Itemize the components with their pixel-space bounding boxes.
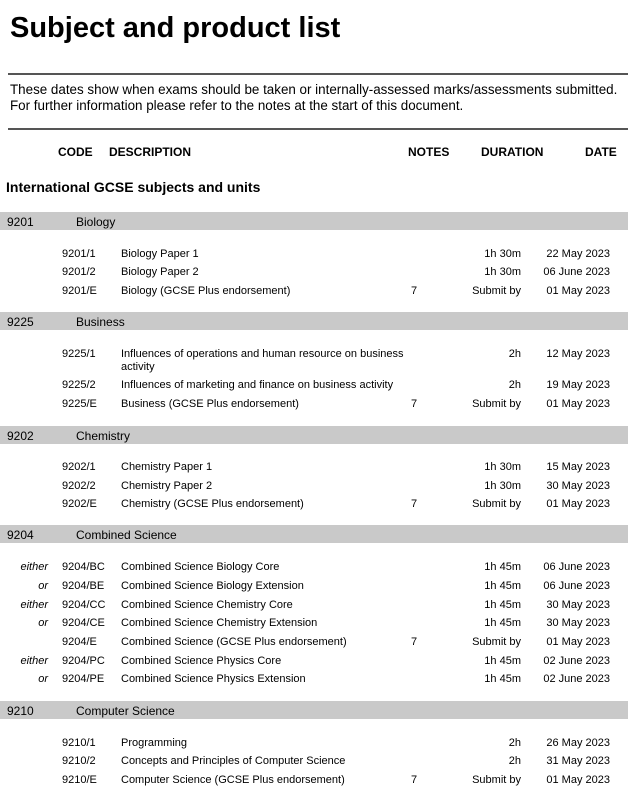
unit-code: 9204/BC bbox=[62, 561, 105, 573]
unit-duration: Submit by bbox=[472, 398, 521, 410]
unit-date: 01 May 2023 bbox=[546, 285, 610, 297]
unit-date: 02 June 2023 bbox=[543, 655, 610, 667]
unit-date: 01 May 2023 bbox=[546, 398, 610, 410]
unit-code: 9225/1 bbox=[62, 348, 96, 360]
unit-date: 06 June 2023 bbox=[543, 561, 610, 573]
unit-prefix: or bbox=[38, 617, 48, 629]
unit-code: 9201/E bbox=[62, 285, 97, 297]
unit-date: 01 May 2023 bbox=[546, 636, 610, 648]
unit-code: 9210/2 bbox=[62, 755, 96, 767]
unit-duration: 2h bbox=[508, 379, 521, 391]
subject-code: 9201 bbox=[7, 215, 34, 229]
unit-duration: 1h 45m bbox=[484, 561, 521, 573]
unit-code: 9204/BE bbox=[62, 580, 105, 592]
subject-name: Computer Science bbox=[76, 704, 175, 718]
unit-description: Influences of operations and human resource on business activity bbox=[121, 348, 404, 373]
unit-description: Biology Paper 1 bbox=[121, 248, 199, 260]
unit-duration: Submit by bbox=[472, 285, 521, 297]
unit-code: 9204/CC bbox=[62, 599, 106, 611]
unit-code: 9204/E bbox=[62, 636, 97, 648]
page-title: Subject and product list bbox=[10, 12, 341, 44]
unit-duration: 1h 30m bbox=[484, 480, 521, 492]
header-code: CODE bbox=[58, 145, 93, 159]
header-notes: NOTES bbox=[408, 145, 450, 159]
unit-code: 9201/1 bbox=[62, 248, 96, 260]
header-description: DESCRIPTION bbox=[109, 145, 192, 159]
unit-notes: 7 bbox=[411, 636, 418, 648]
unit-duration: 1h 30m bbox=[484, 461, 521, 473]
unit-duration: 1h 30m bbox=[484, 266, 521, 278]
unit-duration: 2h bbox=[508, 348, 521, 360]
unit-notes: 7 bbox=[411, 498, 418, 510]
subject-band bbox=[0, 525, 628, 543]
unit-code: 9210/1 bbox=[62, 737, 96, 749]
unit-notes: 7 bbox=[411, 774, 418, 786]
subject-code: 9204 bbox=[7, 528, 34, 542]
unit-description: Biology (GCSE Plus endorsement) bbox=[121, 285, 291, 297]
unit-date: 30 May 2023 bbox=[546, 599, 610, 611]
unit-code: 9225/2 bbox=[62, 379, 96, 391]
unit-prefix: either bbox=[20, 599, 48, 611]
unit-date: 01 May 2023 bbox=[546, 774, 610, 786]
unit-code: 9225/E bbox=[62, 398, 97, 410]
unit-description: Business (GCSE Plus endorsement) bbox=[121, 398, 299, 410]
subject-band bbox=[0, 701, 628, 719]
unit-description: Combined Science (GCSE Plus endorsement) bbox=[121, 636, 347, 648]
subject-name: Business bbox=[76, 315, 125, 329]
unit-code: 9202/E bbox=[62, 498, 97, 510]
unit-duration: Submit by bbox=[472, 498, 521, 510]
unit-code: 9204/PC bbox=[62, 655, 105, 667]
subject-code: 9210 bbox=[7, 704, 34, 718]
unit-duration: Submit by bbox=[472, 636, 521, 648]
unit-description: Chemistry Paper 2 bbox=[121, 480, 213, 492]
subject-code: 9225 bbox=[7, 315, 34, 329]
unit-duration: Submit by bbox=[472, 774, 521, 786]
subject-band bbox=[0, 312, 628, 330]
unit-date: 31 May 2023 bbox=[546, 755, 610, 767]
section-title: International GCSE subjects and units bbox=[6, 179, 261, 195]
unit-date: 22 May 2023 bbox=[546, 248, 610, 260]
unit-date: 30 May 2023 bbox=[546, 617, 610, 629]
unit-duration: 1h 45m bbox=[484, 580, 521, 592]
unit-description: Combined Science Chemistry Extension bbox=[121, 617, 318, 629]
unit-description: Combined Science Chemistry Core bbox=[121, 599, 293, 611]
unit-date: 02 June 2023 bbox=[543, 673, 610, 685]
unit-description: Biology Paper 2 bbox=[121, 266, 199, 278]
subject-name: Combined Science bbox=[76, 528, 177, 542]
unit-prefix: either bbox=[20, 655, 48, 667]
unit-duration: 2h bbox=[508, 737, 521, 749]
unit-description: Combined Science Physics Core bbox=[121, 655, 282, 667]
unit-date: 15 May 2023 bbox=[546, 461, 610, 473]
unit-duration: 1h 30m bbox=[484, 248, 521, 260]
unit-code: 9204/CE bbox=[62, 617, 105, 629]
unit-description: Combined Science Biology Extension bbox=[121, 580, 304, 592]
intro-text: These dates show when exams should be taken or internally-assessed marks/assessments submitted. For further information please refer to the notes at the start of this document. bbox=[10, 82, 618, 113]
unit-duration: 1h 45m bbox=[484, 617, 521, 629]
unit-date: 06 June 2023 bbox=[543, 266, 610, 278]
unit-prefix: either bbox=[20, 561, 48, 573]
unit-date: 12 May 2023 bbox=[546, 348, 610, 360]
unit-duration: 2h bbox=[508, 755, 521, 767]
unit-description: Combined Science Physics Extension bbox=[121, 673, 306, 685]
unit-description: Combined Science Biology Core bbox=[121, 561, 280, 573]
unit-description: Programming bbox=[121, 737, 188, 749]
unit-description: Chemistry (GCSE Plus endorsement) bbox=[121, 498, 304, 510]
subject-band bbox=[0, 212, 628, 230]
unit-notes: 7 bbox=[411, 398, 418, 410]
top-rule bbox=[8, 73, 628, 75]
subject-code: 9202 bbox=[7, 429, 34, 443]
header-duration: DURATION bbox=[481, 145, 544, 159]
unit-date: 19 May 2023 bbox=[546, 379, 610, 391]
unit-duration: 1h 45m bbox=[484, 655, 521, 667]
unit-date: 06 June 2023 bbox=[543, 580, 610, 592]
subject-name: Chemistry bbox=[76, 429, 131, 443]
unit-date: 26 May 2023 bbox=[546, 737, 610, 749]
header-date: DATE bbox=[585, 145, 617, 159]
unit-duration: 1h 45m bbox=[484, 599, 521, 611]
unit-code: 9210/E bbox=[62, 774, 97, 786]
unit-date: 01 May 2023 bbox=[546, 498, 610, 510]
unit-duration: 1h 45m bbox=[484, 673, 521, 685]
subject-band bbox=[0, 426, 628, 444]
unit-description: Influences of marketing and finance on business activity bbox=[121, 379, 394, 391]
unit-prefix: or bbox=[38, 580, 48, 592]
unit-date: 30 May 2023 bbox=[546, 480, 610, 492]
subject-name: Biology bbox=[76, 215, 116, 229]
unit-code: 9202/2 bbox=[62, 480, 96, 492]
unit-notes: 7 bbox=[411, 285, 418, 297]
unit-code: 9201/2 bbox=[62, 266, 96, 278]
unit-description: Computer Science (GCSE Plus endorsement) bbox=[121, 774, 345, 786]
unit-description: Chemistry Paper 1 bbox=[121, 461, 213, 473]
unit-code: 9202/1 bbox=[62, 461, 96, 473]
unit-prefix: or bbox=[38, 673, 48, 685]
unit-code: 9204/PE bbox=[62, 673, 105, 685]
unit-description: Concepts and Principles of Computer Science bbox=[121, 755, 346, 767]
intro-bottom-rule bbox=[8, 128, 628, 130]
